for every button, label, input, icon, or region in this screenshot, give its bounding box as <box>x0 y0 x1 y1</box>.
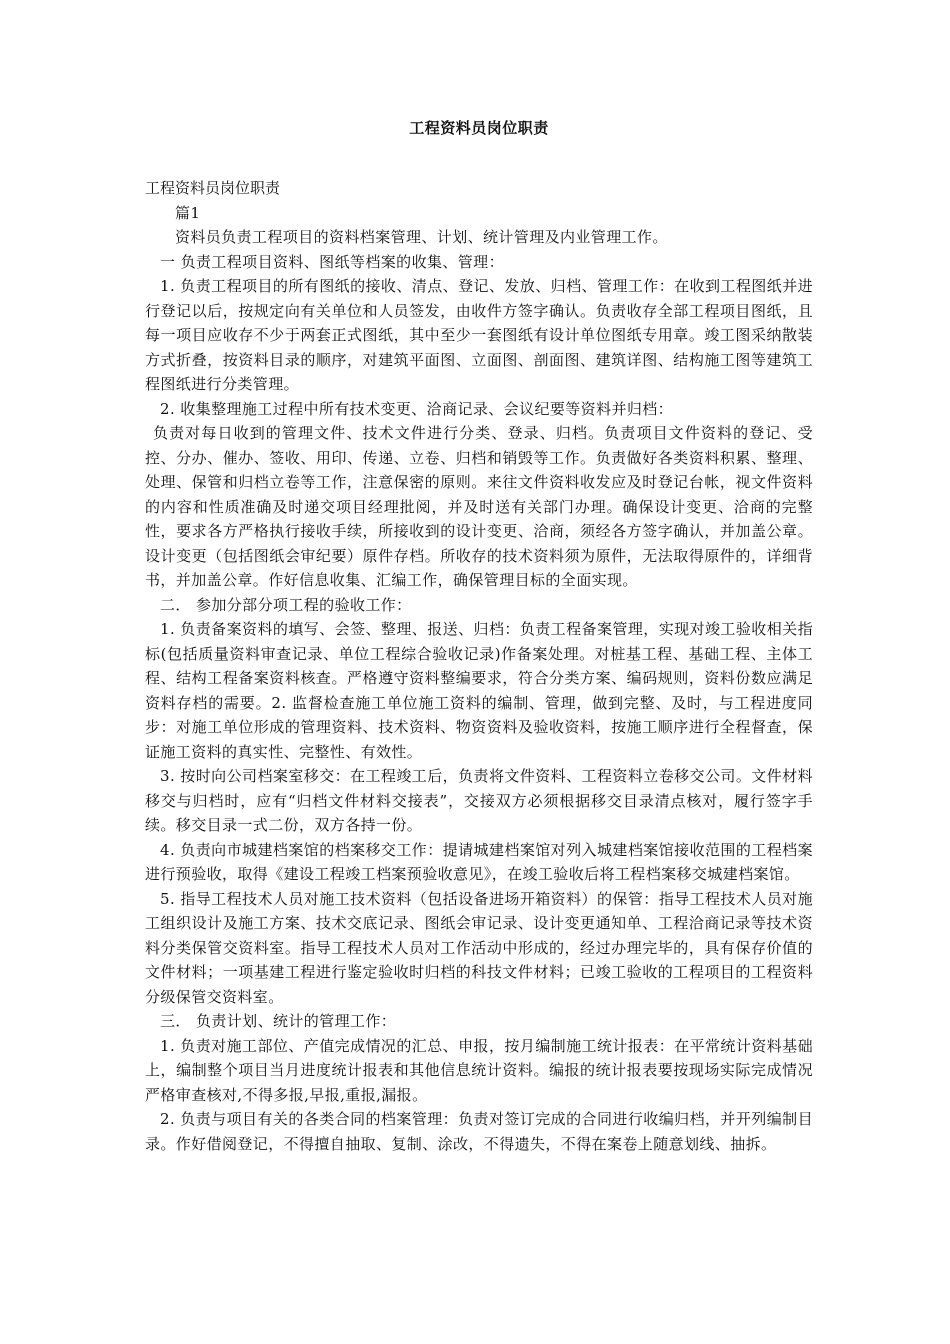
paragraph-intro: 资料员负责工程项目的资料档案管理、计划、统计管理及内业管理工作。 <box>175 228 668 246</box>
paragraph: 3. 按时向公司档案室移交：在工程竣工后，负责将文件资料、工程资料立卷移交公司。文件材料移交与归档时，应有“归档文件材料交接表”，交接双方必须根据移交目录清点核对，履行签字手续。移交目录一式二份，双方各持一份。 <box>145 767 813 834</box>
paragraph: 1. 负责备案资料的填写、会签、整理、报送、归档：负责工程备案管理，实现对竣工验收相关指标(包括质量资料审查记录、单位工程综合验收记录)作备案处理。对桩基工程、基础工程、主体工程、结构工程备案资料核查。严格遵守资料整编要求，符合分类方案、编码规则，资料份数应满足资料存档的需要。2. 监督检查施工单位施工资料的编制、管理，做到完整、及时，与工程进度同步：对施工单位形成的管理资料、技术资料、物资资料及验收资料，按施工顺序进行全程督查，保证施工资料的真实性、完整性、有效性。 <box>145 620 813 761</box>
paragraph: 4. 负责向市城建档案馆的档案移交工作：提请城建档案馆对列入城建档案馆接收范围的工程档案进行预验收，取得《建设工程竣工档案预验收意见》，在竣工验收后将工程档案移交城建档案馆。 <box>145 840 813 883</box>
document-title: 工程资料员岗位职责 <box>409 119 549 137</box>
document-page <box>145 118 813 1156</box>
paragraph-heading-2: 二． 参加分部分项工程的验收工作： <box>160 595 412 614</box>
paragraph: 5. 指导工程技术人员对施工技术资料（包括设备进场开箱资料）的保管：指导工程技术人员对施工组织设计及施工方案、技术交底记录、图纸会审记录、设计变更通知单、工程洽商记录等技术资料分类保管交资料室。指导工程技术人员对工作活动中形成的，经过办理完毕的，具有保存价值的文件材料；一项基建工程进行鉴定验收时归档的科技文件材料；已竣工验收的工程项目的工程资料分级保管交资料室。 <box>145 889 813 1006</box>
paragraph: 2. 负责与项目有关的各类合同的档案管理：负责对签订完成的合同进行收编归档，并开列编制目录。作好借阅登记，不得擅自抽取、复制、涂改，不得遗失，不得在案卷上随意划线、抽拆。 <box>145 1110 813 1153</box>
paragraph: 2. 收集整理施工过程中所有技术变更、洽商记录、会议纪要等资料并归档： <box>160 399 674 418</box>
paragraph-heading-3: 三． 负责计划、统计的管理工作： <box>160 1012 397 1030</box>
paragraph: 1. 负责工程项目的所有图纸的接收、清点、登记、发放、归档、管理工作：在收到工程图纸并进行登记以后，按规定向有关单位和人员签发，由收件方签字确认。负责收存全部工程项目图纸，且每一项目应收存不少于两套正式图纸，其中至少一套图纸有设计单位图纸专用章。竣工图采纳散装方式折叠，按资料目录的顺序，对建筑平面图、立面图、剖面图、建筑详图、结构施工图等建筑工程图纸进行分类管理。 <box>145 277 813 393</box>
paragraph: 1. 负责对施工部位、产值完成情况的汇总、申报，按月编制施工统计报表：在平常统计资料基础上，编制整个项目当月进度统计报表和其他信息统计资料。编报的统计报表要按现场实际完成情况严格审查核对,不得多报,早报,重报,漏报。 <box>145 1036 813 1104</box>
document-subtitle: 工程资料员岗位职责 <box>145 179 281 197</box>
paragraph-heading-1: 一 负责工程项目资料、图纸等档案的收集、管理： <box>160 252 504 271</box>
paragraph-section-label: 篇1 <box>175 203 201 222</box>
paragraph: 负责对每日收到的管理文件、技术文件进行分类、登录、归档。负责项目文件资料的登记、受控、分办、催办、签收、用印、传递、立卷、归档和销毁等工作。负责做好各类资料积累、整理、处理、保管和归档立卷等工作，注意保密的原则。来往文件资料收发应及时登记台帐，视文件资料的内容和性质准确及时递交项目经理批阅，并及时送有关部门办理。确保设计变更、洽商的完整性，要求各方严格执行接收手续，所接收到的设计变更、洽商，须经各方签字确认，并加盖公章。设计变更（包括图纸会审纪要）原件存档。所收存的技术资料须为原件，无法取得原件的，详细背书，并加盖公章。作好信息收集、汇编工作，确保管理目标的全面实现。 <box>145 424 813 589</box>
